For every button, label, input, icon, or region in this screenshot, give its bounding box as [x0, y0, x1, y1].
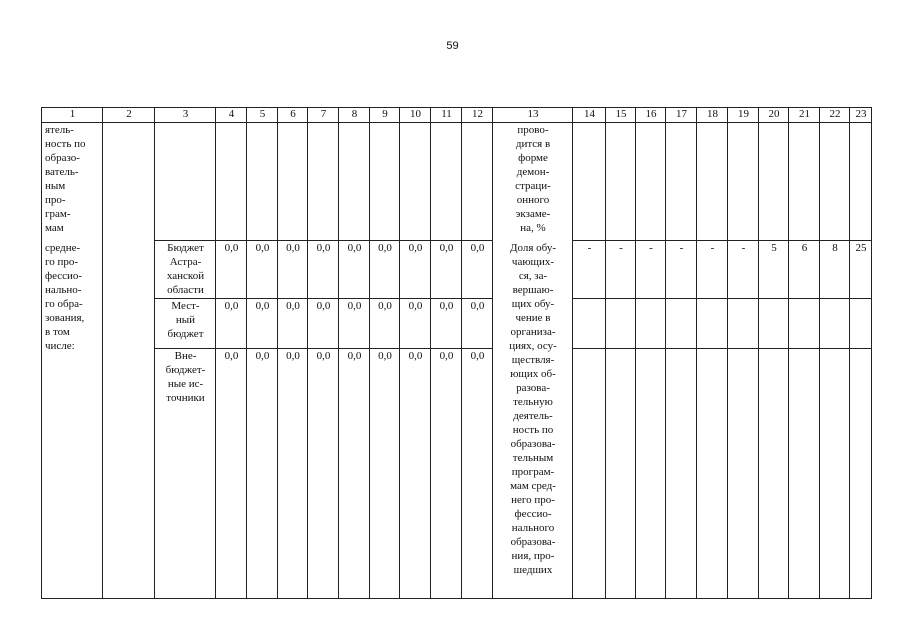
header-cell-6: 6 — [290, 108, 296, 120]
target-cell: - — [710, 242, 715, 254]
funding-source-2: Мест- ный бюджет — [167, 300, 204, 340]
column-line — [788, 108, 789, 599]
value-cell: 0,0 — [347, 242, 362, 254]
header-cell-1: 1 — [69, 108, 76, 120]
value-cell: 0,0 — [255, 350, 270, 362]
column-line — [696, 108, 697, 599]
value-cell: 0,0 — [408, 300, 423, 312]
header-cell-22: 22 — [829, 108, 841, 120]
header-cell-12: 12 — [472, 108, 483, 120]
column-line — [635, 108, 636, 599]
header-cell-13: 13 — [527, 108, 539, 120]
value-cell: 0,0 — [316, 350, 331, 362]
value-cell: 0,0 — [255, 242, 270, 254]
value-cell: 0,0 — [255, 300, 270, 312]
header-cell-14: 14 — [584, 108, 595, 120]
column-line — [665, 108, 666, 599]
column-line — [758, 108, 759, 599]
header-cell-11: 11 — [441, 108, 452, 120]
header-cell-8: 8 — [351, 108, 358, 120]
target-cell: - — [619, 242, 623, 254]
value-cell: 0,0 — [286, 242, 300, 254]
target-cell: 8 — [832, 242, 838, 254]
column-line — [819, 108, 820, 599]
value-cell: 0,0 — [378, 242, 392, 254]
value-cell: 0,0 — [439, 242, 454, 254]
header-cell-20: 20 — [768, 108, 780, 120]
column-line — [572, 108, 573, 599]
header-cell-18: 18 — [707, 108, 718, 120]
column-line — [605, 108, 606, 599]
value-cell: 0,0 — [470, 300, 485, 312]
indicator-text-top: прово- дится в форме демон- страци- онного экзаме- на, % — [515, 124, 551, 234]
value-cell: 0,0 — [439, 350, 454, 362]
page-number: 59 — [446, 40, 459, 52]
funding-source-3: Вне- бюджет- ные ис- точники — [165, 350, 206, 404]
header-cell-7: 7 — [320, 108, 327, 120]
value-cell: 0,0 — [347, 350, 362, 362]
value-cell: 0,0 — [378, 350, 392, 362]
column-line — [727, 108, 728, 599]
value-cell: 0,0 — [378, 300, 392, 312]
header-divider — [42, 122, 872, 123]
value-cell: 0,0 — [286, 300, 300, 312]
data-table — [41, 107, 872, 599]
header-cell-23: 23 — [855, 108, 867, 120]
value-cell: 0,0 — [347, 300, 362, 312]
value-cell: 0,0 — [286, 350, 300, 362]
value-cell: 0,0 — [408, 350, 423, 362]
target-cell: - — [649, 242, 653, 254]
header-cell-19: 19 — [738, 108, 749, 120]
activity-label-bottom: средне- го про- фессио- нально- го обра- зования, в том числе: — [45, 242, 85, 352]
column-line — [154, 108, 155, 599]
header-cell-9: 9 — [382, 108, 388, 120]
value-cell: 0,0 — [224, 350, 239, 362]
indicator-text: Доля обу- чающих- ся, за- вершаю- щих обу- чение в организа- циях, осу- ществля- ющих об- разова- тельную деятель- ность по образова- тельным програм- мам сред- него про- фессио- нального образова- ния, про- шедших — [509, 242, 557, 576]
target-cell: 5 — [771, 242, 777, 254]
header-cell-16: 16 — [645, 108, 657, 120]
header-cell-10: 10 — [410, 108, 421, 120]
header-cell-2: 2 — [126, 108, 132, 120]
header-cell-5: 5 — [259, 108, 266, 120]
header-cell-3: 3 — [182, 108, 189, 120]
column-line — [871, 108, 872, 599]
header-cell-15: 15 — [615, 108, 627, 120]
funding-source-1: Бюджет Астра- ханской области — [166, 242, 205, 296]
row-divider — [573, 348, 872, 349]
value-cell: 0,0 — [439, 300, 454, 312]
column-line — [102, 108, 103, 599]
value-cell: 0,0 — [316, 242, 331, 254]
header-cell-21: 21 — [799, 108, 810, 120]
target-cell: 6 — [801, 242, 808, 254]
target-cell: - — [587, 242, 592, 254]
target-cell: 25 — [855, 242, 867, 254]
target-cell: - — [741, 242, 746, 254]
value-cell: 0,0 — [408, 242, 423, 254]
table-bottom-border — [42, 598, 872, 599]
value-cell: 0,0 — [224, 242, 239, 254]
column-line — [849, 108, 850, 599]
value-cell: 0,0 — [470, 350, 485, 362]
activity-label-top: ятель- ность по образо- ватель- ным про- грам- мам — [45, 124, 86, 234]
target-cell: - — [679, 242, 684, 254]
value-cell: 0,0 — [316, 300, 331, 312]
header-cell-4: 4 — [228, 108, 235, 120]
row-divider — [573, 298, 872, 299]
value-cell: 0,0 — [470, 242, 485, 254]
value-cell: 0,0 — [224, 300, 239, 312]
header-cell-17: 17 — [676, 108, 687, 120]
